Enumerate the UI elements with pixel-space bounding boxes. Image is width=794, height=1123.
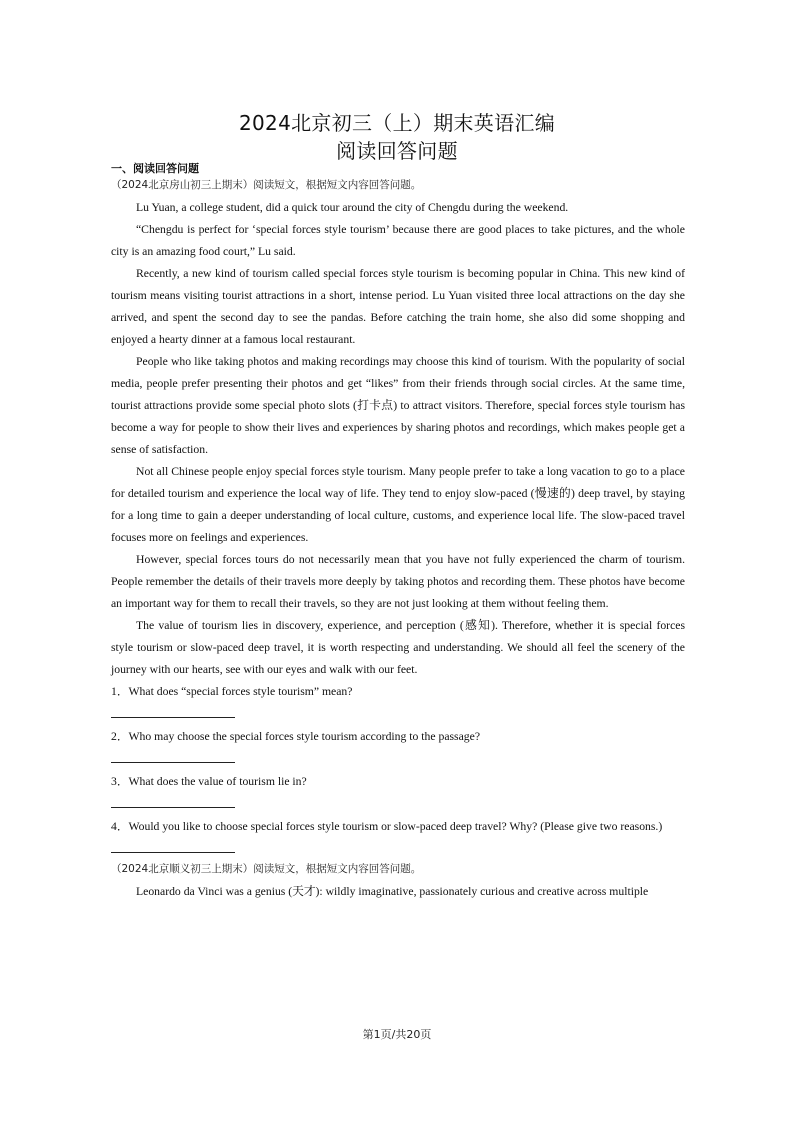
passage1-paragraph: Lu Yuan, a college student, did a quick tour around the city of Chengdu during the weekend. [136,201,569,214]
passage1-paragraph: Recently, a new kind of tourism called special forces style tourism is becoming popular in China. This new kind of tourism means visiting tourist attractions in a short, intense period. Lu Yuan visited three local attractions on the day she arrived, and spent the second day to see the pandas. Before catching the train home, she also did some shopping and enjoyed a hearty dinner at a famous local restaurant. [111,267,685,346]
answer-line-2[interactable] [111,748,235,763]
passage2-paragraph: Leonardo da Vinci was a genius (天才): wildly imaginative, passionately curious and creative across multiple [136,885,649,898]
passage1-paragraph: People who like taking photos and making recordings may choose this kind of tourism. With the popularity of social media, people prefer presenting their photos and get “likes” from their friends through social circles. At the same time, tourist attractions provide some special photo slots (打卡点) to attract visitors. Therefore, special forces style tourism has become a way for people to show their lives and experiences by sharing photos and recordings, which makes people get a sense of satisfaction. [111,355,685,456]
question-2: 2．Who may choose the special forces style tourism according to the passage? [111,730,481,743]
passage1-paragraph: The value of tourism lies in discovery, experience, and perception (感知). Therefore, whether it is special forces style tourism or slow-paced deep travel, it is worth respecting and understanding. We should all feel the scenery of the journey with our hearts, see with our eyes and walk with our feet. [111,619,685,676]
page-number: 第1页/共20页 [362,1028,432,1041]
answer-line-4[interactable] [111,838,235,853]
document-subtitle: 阅读回答问题 [336,139,458,163]
passage1-source: （2024北京房山初三上期末）阅读短文，根据短文内容回答问题。 [111,179,422,191]
question-4: 4．Would you like to choose special forces style tourism or slow-paced deep travel? Why? (Please give two reasons.) [111,820,663,833]
passage1-paragraph: However, special forces tours do not necessarily mean that you have not fully experienced the charm of tourism. People remember the details of their travels more deeply by taking photos and recording them. These photos have become an important way for them to recall their travels, so they are not just looking at them without feeling them. [111,553,685,610]
question-1: 1．What does “special forces style tourism” mean? [111,685,353,698]
document-title: 2024北京初三（上）期末英语汇编 [239,111,555,135]
passage1-paragraph: “Chengdu is perfect for ‘special forces style tourism’ because there are good places to take pictures, and the whole city is an amazing food court,” Lu said. [111,223,685,258]
passage2-source: （2024北京顺义初三上期末）阅读短文，根据短文内容回答问题。 [111,863,422,875]
passage1-paragraph: Not all Chinese people enjoy special forces style tourism. Many people prefer to take a long vacation to go to a place for detailed tourism and experience the local way of life. They tend to enjoy slow-paced (慢速的) deep travel, by staying for a long time to gain a deeper understanding of local culture, customs, and experience local life. The slow-paced travel focuses more on feelings and experiences. [111,465,685,544]
answer-line-3[interactable] [111,793,235,808]
question-3: 3．What does the value of tourism lie in? [111,775,307,788]
answer-line-1[interactable] [111,703,235,718]
section-heading: 一、阅读回答问题 [111,162,199,175]
document-body [111,160,685,903]
